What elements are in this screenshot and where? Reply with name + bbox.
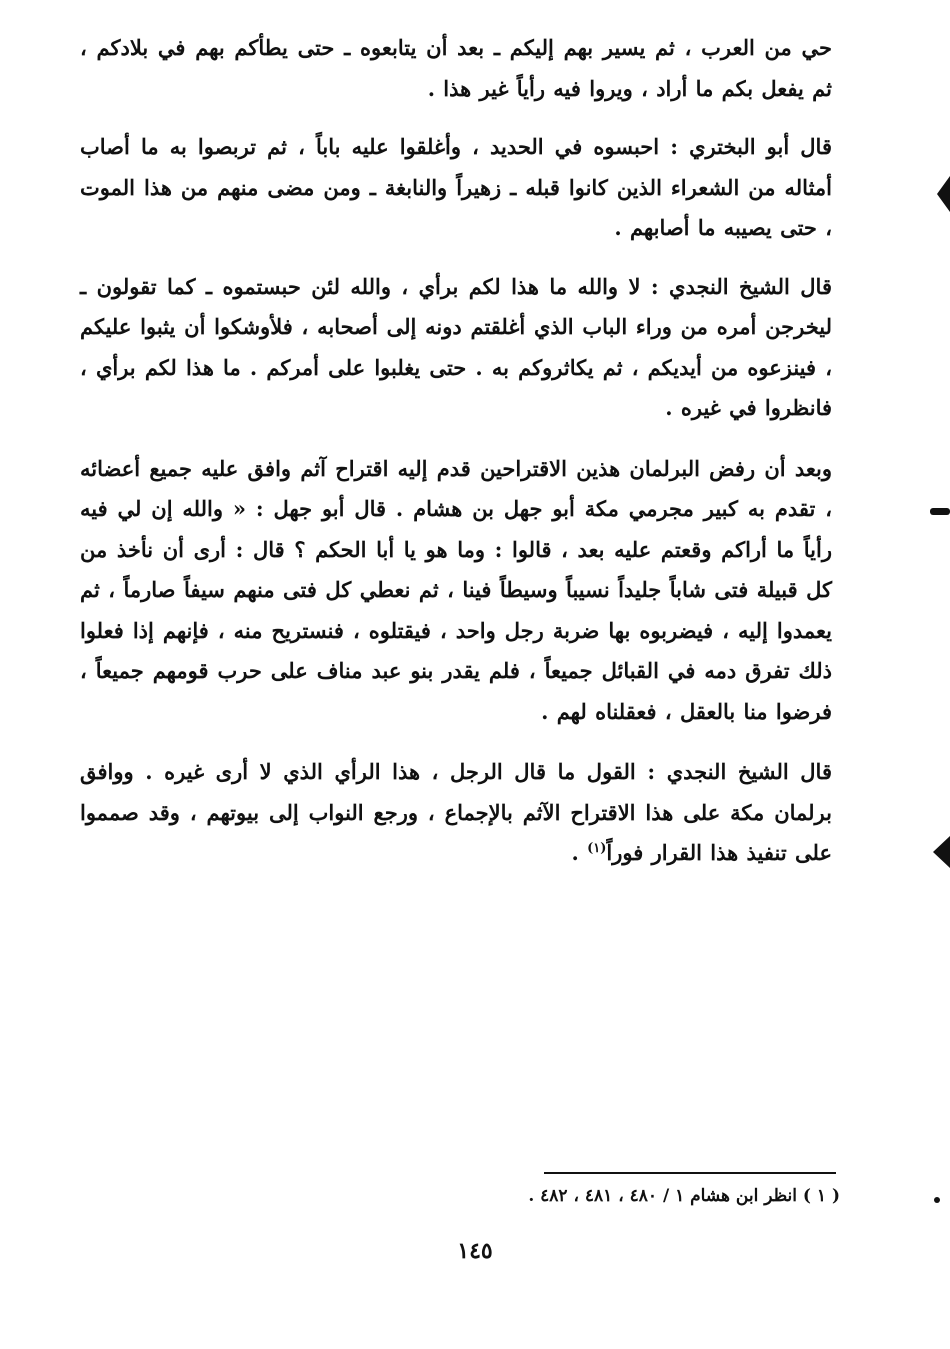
paragraph-5-end: . (571, 840, 588, 865)
footnote-divider (544, 1172, 836, 1174)
paragraph-2: قال أبو البختري : احبسوه في الحديد ، وأغلقوا عليه باباً ، ثم تربصوا به ما أصاب أمثاله من الشعراء الذين كانوا قبله ـ زهيراً والنابغة ـ ومن مضى منهم من هذا الموت ، حتى يصيبه ما أصابهم . (80, 134, 832, 240)
footnote: ( ١ ) انظر ابن هشام ١ / ٤٨٠ ، ٤٨١ ، ٤٨٢ . (528, 1186, 840, 1206)
scan-edge-mark (937, 176, 950, 212)
paragraph-1: حي من العرب ، ثم يسير بهم إليكم ـ بعد أن يتابعوه ـ حتى يطأكم بهم في بلادكم ، ثم يفعل بكم ما أراد ، ويروا فيه رأياً غير هذا . (80, 35, 832, 101)
paragraph-4: وبعد أن رفض البرلمان هذين الاقتراحين قدم إليه اقتراح آثم وافق عليه جميع أعضائه ، تقدم به كبير مجرمي مكة أبو جهل بن هشام . قال أبو جهل : « والله إن لي فيه رأياً ما أراكم وقعتم عليه بعد ، قالوا : وما هو يا أبا الحكم ؟ قال : أرى أن نأخذ من كل قبيلة فتى شاباً جليداً نسيباً وسيطاً فينا ، ثم نعطي كل فتى منهم سيفاً صارماً ، ثم يعمدوا إليه ، فيضربوه بها ضربة رجل واحد ، فيقتلوه ، فنستريح منه ، فإنهم إذا فعلوا ذلك تفرق دمه في القبائل جميعاً ، فلم يقدر بنو عبد مناف على حرب قومهم جميعاً ، فرضوا منا بالعقل ، فعقلناه لهم . (80, 455, 832, 724)
paragraph-3: قال الشيخ النجدي : لا والله ما هذا لكم برأي ، والله لئن حبستموه ـ كما تقولون ـ ليخرجن أمره من وراء الباب الذي أغلقتم دونه إلى أصحابه ، فلأوشكوا أن يثبوا عليكم ، فينزعوه من أيديكم ، ثم يكاثروكم به . حتى يغلبوا على أمركم . ما هذا لكم برأي ، فانظروا في غيره . (80, 273, 832, 420)
page-number: ١٤٥ (457, 1238, 493, 1264)
paragraph-5-text: قال الشيخ النجدي : القول ما قال الرجل ، هذا الرأي الذي لا أرى غيره . ووافق برلمان مكة على هذا الاقتراح الآثم بالإجماع ، ورجع النواب إلى بيوتهم ، وقد صمموا على تنفيذ هذا القرار فوراً (80, 759, 832, 865)
scan-dot-mark (934, 1197, 940, 1203)
main-text (80, 28, 832, 896)
scan-edge-mark (933, 836, 950, 868)
scan-edge-mark (930, 508, 950, 515)
paragraph-5 (80, 752, 832, 874)
footnote-reference[interactable]: (١) (587, 841, 607, 856)
